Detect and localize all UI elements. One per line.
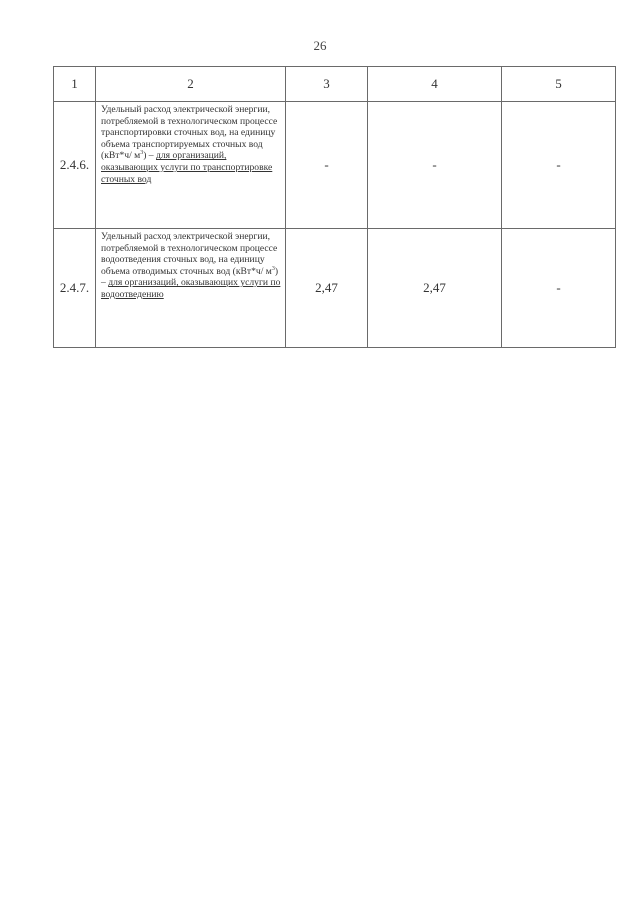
- description-connector: ) –: [101, 265, 279, 289]
- value-col-3: 2,47: [286, 229, 368, 348]
- description-connector: ) –: [143, 150, 157, 162]
- value-col-5: -: [502, 102, 616, 229]
- superscript: 3: [271, 265, 275, 272]
- row-description: [96, 102, 286, 229]
- header-col-5: 5: [502, 67, 616, 102]
- value-col-3: -: [286, 102, 368, 229]
- table-row: [54, 229, 616, 348]
- value-col-5: -: [502, 229, 616, 348]
- table-header-row: [54, 67, 616, 102]
- header-col-2: 2: [96, 67, 286, 102]
- value-col-4: -: [368, 102, 502, 229]
- header-col-1: 1: [54, 67, 96, 102]
- description-text: Удельный расход электрической энергии, потребляемой в технологическом процессе транспортировки сточных вод, на единицу объема транспортируемых сточных вод (кВт*ч/ м: [101, 104, 278, 162]
- page-number: 26: [313, 38, 327, 53]
- row-number: 2.4.7.: [54, 229, 96, 348]
- description-underlined: для организаций, оказывающих услуги по транспортировке сточных вод: [101, 150, 273, 185]
- indicator-table: [53, 66, 616, 348]
- table-row: [54, 102, 616, 229]
- description-underlined: для организаций, оказывающих услуги по водоотведению: [101, 277, 281, 300]
- row-number: 2.4.6.: [54, 102, 96, 229]
- superscript: 3: [140, 150, 144, 157]
- header-col-3: 3: [286, 67, 368, 102]
- value-col-4: 2,47: [368, 229, 502, 348]
- description-text: Удельный расход электрической энергии, потребляемой в технологическом процессе водоотведения сточных вод, на единицу объема отводимых сточных вод (кВт*ч/ м: [101, 231, 278, 277]
- header-col-4: 4: [368, 67, 502, 102]
- row-description: [96, 229, 286, 348]
